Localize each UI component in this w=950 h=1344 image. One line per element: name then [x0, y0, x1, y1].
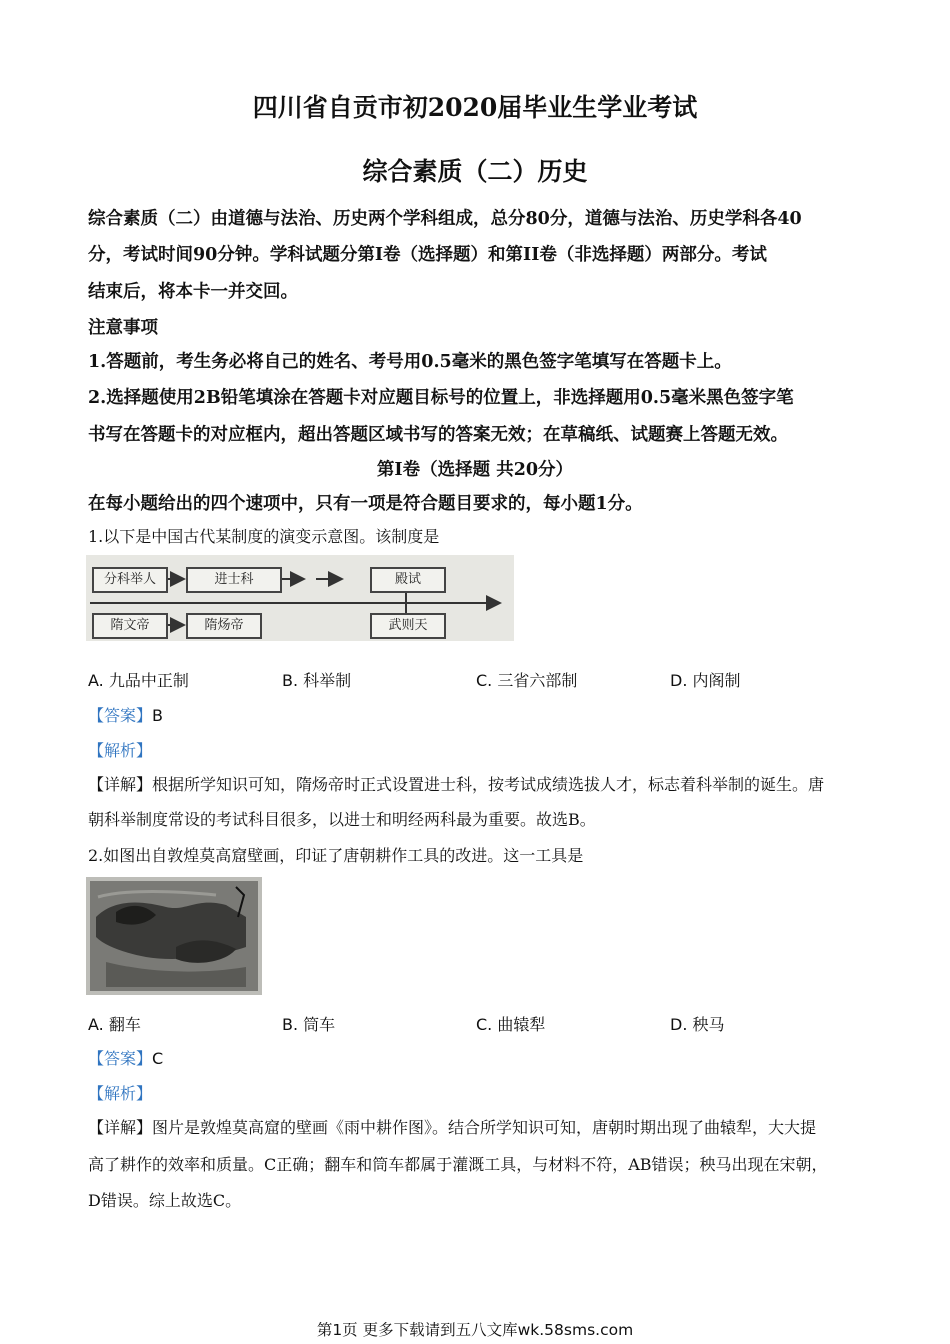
q1-answer-line — [88, 703, 163, 726]
q2-stem: 2.如图出自敦煌莫高窟壁画，印证了唐朝耕作工具的改进。这一工具是 — [88, 846, 584, 865]
diagram-box-bottom-1: 隋文帝 — [92, 613, 168, 639]
q2-detail-line-3: D错误。综上故选C。 — [88, 1191, 242, 1210]
q2-detail-line-1: 【详解】图片是敦煌莫高窟的壁画《雨中耕作图》。结合所学知识可知，唐朝时期出现了曲辕犁，大大提 — [88, 1118, 817, 1137]
exam-subtitle: 综合素质（二）历史 — [362, 157, 588, 186]
diagram-box-bottom-2: 隋炀帝 — [186, 613, 262, 639]
mural-picture — [86, 877, 262, 995]
exam-title: 四川省自贡市初2020届毕业生学业考试 — [252, 93, 698, 122]
q2-answer-tag: 【答案】 — [88, 1049, 153, 1068]
diagram-box-top-1: 分科举人 — [92, 567, 168, 593]
intro-line-1: 综合素质（二）由道德与法治、历史两个学科组成，总分80分，道德与法治、历史学科各40 — [88, 209, 802, 229]
q1-option-b: B. 科举制 — [282, 671, 352, 690]
q1-option-c: C. 三省六部制 — [476, 671, 578, 690]
note-line-2: 2.选择题使用2B铅笔填涂在答题卡对应题目标号的位置上，非选择题用0.5毫米黑色签字笔 — [88, 388, 794, 408]
q2-option-b: B. 筒车 — [282, 1015, 336, 1034]
diagram-box-top-3: 殿试 — [370, 567, 446, 593]
q2-detail-line-2: 高了耕作的效率和质量。C正确；翻车和筒车都属于灌溉工具，与材料不符，AB错误；秧马出现在宋朝， — [88, 1155, 828, 1174]
q1-detail-line-1: 【详解】根据所学知识可知，隋炀帝时正式设置进士科，按考试成绩选拔人才，标志着科举制的诞生。唐 — [88, 775, 825, 794]
q2-answer-line — [88, 1046, 163, 1069]
diagram-box-top-2: 进士科 — [186, 567, 282, 593]
q2-analysis-tag: 【解析】 — [88, 1084, 153, 1103]
q2-mural-image — [86, 877, 262, 995]
intro-line-3: 结束后，将本卡一并交回。 — [88, 282, 298, 302]
q2-option-a: A. 翻车 — [88, 1015, 141, 1034]
q1-answer-tag: 【答案】 — [88, 706, 153, 725]
q1-answer: B — [152, 706, 163, 725]
intro-line-2: 分，考试时间90分钟。学科试题分第I卷（选择题）和第II卷（非选择题）两部分。考试 — [88, 245, 767, 265]
q2-option-c: C. 曲辕犁 — [476, 1015, 546, 1034]
q1-stem: 1.以下是中国古代某制度的演变示意图。该制度是 — [88, 527, 440, 546]
section-title: 第I卷（选择题 共20分） — [376, 460, 574, 480]
note-line-3: 书写在答题卡的对应框内，超出答题区域书写的答案无效；在草稿纸、试题赛上答题无效。 — [88, 425, 788, 445]
q1-detail-line-2: 朝科举制度常设的考试科目很多，以进士和明经两科最为重要。故选B。 — [88, 810, 596, 829]
q1-diagram — [86, 555, 514, 641]
q2-option-d: D. 秧马 — [670, 1015, 725, 1034]
q1-option-d: D. 内阁制 — [670, 671, 741, 690]
section-instruction: 在每小题给出的四个速项中，只有一项是符合题目要求的，每小题1分。 — [88, 494, 643, 514]
q1-option-a: A. 九品中正制 — [88, 671, 189, 690]
note-line-1: 1.答题前，考生务必将自己的姓名、考号用0.5毫米的黑色签字笔填写在答题卡上。 — [88, 352, 732, 372]
page-footer: 第1页 更多下载请到五八文库wk.58sms.com — [316, 1321, 634, 1339]
q2-answer: C — [152, 1049, 164, 1068]
q1-analysis-tag: 【解析】 — [88, 741, 153, 760]
diagram-box-bottom-3: 武则天 — [370, 613, 446, 639]
notes-heading: 注意事项 — [88, 318, 158, 338]
